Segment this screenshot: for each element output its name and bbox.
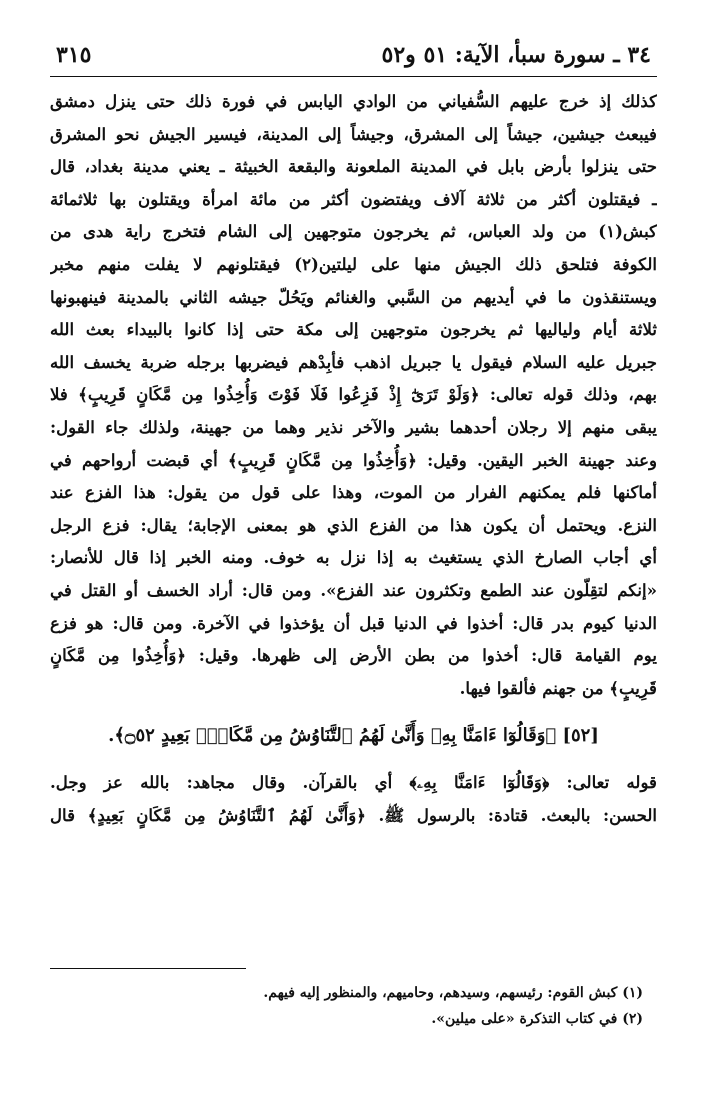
- text-line: النزع. ويحتمل أن يكون هذا من الفزع الذي هو بمعنى الإجابة؛ يقال: فزع الرجل: [50, 514, 657, 535]
- header-rule: [50, 76, 657, 77]
- text-line: الدنيا كيوم بدر قال: أخذوا في الدنيا قبل أن يؤخذوا في الآخرة. ومن قال: هو فزع: [50, 612, 657, 633]
- text-line: أماكنها فلم يمكنهم الفرار من الموت، وهذا على قول من يقول: هذا الفزع عند: [50, 482, 657, 503]
- text-line: يبقى منهم إلا رجلان أحدهما بشير والآخر نذير وهما من جهينة، ولذلك جاء القول:: [50, 416, 657, 437]
- text-line: حتى ينزلوا بأرض بابل في المدينة الملعونة والبقعة الخبيثة ـ يعني مدينة بغداد، قال: [50, 156, 657, 177]
- footnote-rule: [50, 968, 246, 969]
- text-line: ـ فيقتلون أكثر من ثلاثة آلاف ويفتضون أكثر من مائة امرأة ويقتلون بها ثلاثمائة: [50, 188, 657, 209]
- text-line: الكوفة فتلحق ذلك الجيش منها على ليلتين(٢) فيقتلونهم لا يفلت منهم مخبر: [50, 253, 657, 274]
- text-line: الحسن: بالبعث. قتادة: بالرسول ﷺ. ﴿وَأَنَّىٰ لَهُمُ ٱلتَّنَاوُشُ مِن مَّكَانٍ بَعِيدٍ﴾ قال: [50, 804, 657, 825]
- quran-verse: [٥٢] ﴿وَقَالُوٓا ءَامَنَّا بِهِۦ وَأَنَّىٰ لَهُمُ ٱلتَّنَاوُشُ مِن مَّكَانٍۭ بَعِيدٍ ۝٥٢﴾.: [108, 725, 599, 747]
- footnote: (١) كبش القوم: رئيسهم، وسيدهم، وحاميهم، والمنظور إليه فيهم.: [263, 985, 643, 1001]
- page-header: [50, 42, 657, 68]
- text-line: كذلك إذ خرج عليهم السُّفياني من الوادي اليابس في فورة ذلك حتى ينزل دمشق: [50, 91, 657, 111]
- text-line: يوم القيامة قال: أخذوا من بطن الأرض إلى ظهرها. وقيل: ﴿وَأُخِذُوا مِن مَّكَانٍ: [50, 645, 657, 666]
- text-line: جبريل عليه السلام فيقول يا جبريل اذهب فأبِدْهم فيضربها برجله ضربة يخسف الله: [50, 351, 657, 372]
- text-line: ويستنقذون ما في أيديهم من السَّبي والغنائم ويَحُلّ جيشه الثاني بالمدينة فينهبونها: [50, 286, 657, 307]
- text-line: قوله تعالى: ﴿وَقَالُوٓا ءَامَنَّا بِهِۦ﴾ أي بالقرآن. وقال مجاهد: بالله عز وجل.: [50, 772, 657, 793]
- text-line: فيبعث جيشين، جيشاً إلى المشرق، وجيشاً إلى المدينة، فيسير الجيش نحو المشرق: [50, 123, 657, 144]
- footnotes: [50, 980, 643, 1032]
- text-line: أي أجاب الصارخ الذي يستغيث به إذا نزل به خوف. ومنه الخبر إذا قال للأنصار:: [50, 547, 657, 568]
- main-text: [50, 85, 657, 831]
- running-title: ٣٤ ـ سورة سبأ، الآية: ٥١ و٥٢: [381, 42, 651, 68]
- text-line: بهم، وذلك قوله تعالى: ﴿وَلَوْ تَرَىٰٓ إِذْ فَزِعُوا فَلَا فَوْتَ وَأُخِذُوا مِن مَّكَانٍ قَرِيبٍ﴾ فلا: [50, 384, 657, 405]
- paragraph-block-1: [50, 85, 657, 704]
- text-line: قَرِيبٍ﴾ من جهنم فألقوا فيها.: [459, 677, 657, 698]
- footnote: (٢) في كتاب التذكرة «على ميلين».: [431, 1011, 643, 1027]
- text-line: وعند جهينة الخبر اليقين. وقيل: ﴿وَأُخِذُوا مِن مَّكَانٍ قَرِيبٍ﴾ أي قبضت أرواحهم في: [50, 449, 657, 470]
- page-number: ٣١٥: [56, 42, 92, 68]
- text-line: ثلاثة أيام ولياليها ثم يخرجون متوجهين إلى مكة حتى إذا كانوا بالبيداء بعث الله: [50, 319, 657, 340]
- text-line: «إنكم لتقِلّون عند الطمع وتكثرون عند الفزع». ومن قال: أراد الخسف أو القتل في: [50, 579, 657, 600]
- text-line: كبش(١) من ولد العباس، ثم يخرجون متوجهين إلى الشام فتخرج راية هدى من: [50, 221, 657, 242]
- paragraph-block-2: [50, 766, 657, 831]
